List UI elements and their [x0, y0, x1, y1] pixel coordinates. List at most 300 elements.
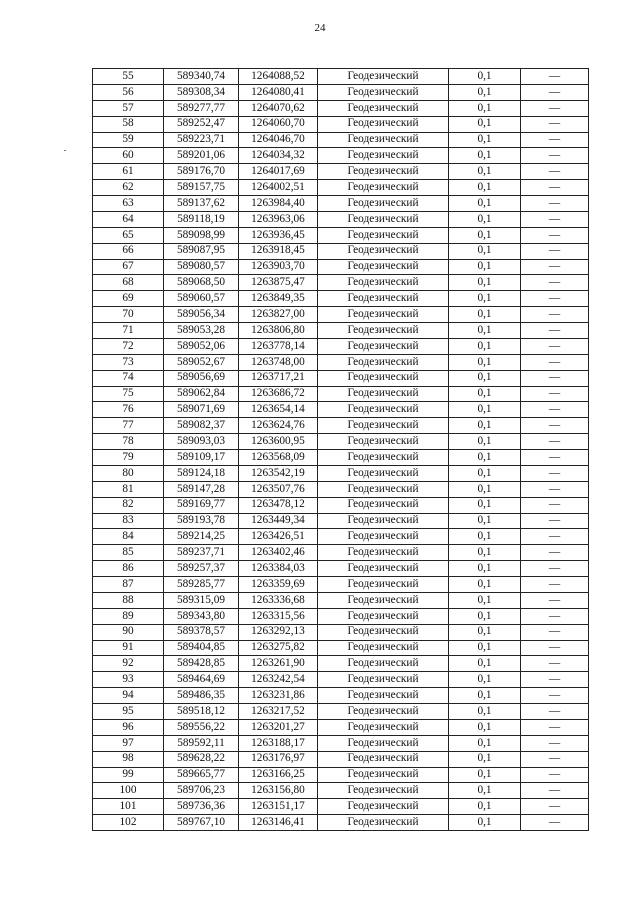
- table-row: [93, 577, 589, 593]
- table-row: [93, 592, 589, 608]
- accuracy-cell: 0,1: [449, 783, 521, 799]
- description-cell: —: [521, 561, 589, 577]
- table-row: [93, 291, 589, 307]
- description-cell: —: [521, 751, 589, 767]
- accuracy-cell: 0,1: [449, 513, 521, 529]
- description-cell: —: [521, 735, 589, 751]
- table-row: [93, 259, 589, 275]
- accuracy-cell: 0,1: [449, 434, 521, 450]
- y-coordinate-cell: 1264017,69: [239, 164, 318, 180]
- y-coordinate-cell: 1263336,68: [239, 592, 318, 608]
- y-coordinate-cell: 1263261,90: [239, 656, 318, 672]
- description-cell: —: [521, 132, 589, 148]
- description-cell: —: [521, 592, 589, 608]
- point-number-cell: 90: [93, 624, 164, 640]
- x-coordinate-cell: 589343,80: [164, 608, 239, 624]
- accuracy-cell: 0,1: [449, 338, 521, 354]
- accuracy-cell: 0,1: [449, 465, 521, 481]
- point-number-cell: 74: [93, 370, 164, 386]
- x-coordinate-cell: 589056,34: [164, 307, 239, 323]
- x-coordinate-cell: 589486,35: [164, 688, 239, 704]
- point-number-cell: 78: [93, 434, 164, 450]
- method-cell: Геодезический: [318, 688, 449, 704]
- y-coordinate-cell: 1263875,47: [239, 275, 318, 291]
- description-cell: —: [521, 529, 589, 545]
- method-cell: Геодезический: [318, 323, 449, 339]
- y-coordinate-cell: 1263600,95: [239, 434, 318, 450]
- y-coordinate-cell: 1264070,62: [239, 100, 318, 116]
- accuracy-cell: 0,1: [449, 481, 521, 497]
- accuracy-cell: 0,1: [449, 545, 521, 561]
- description-cell: —: [521, 545, 589, 561]
- y-coordinate-cell: 1264088,52: [239, 69, 318, 85]
- coordinates-table-body: [93, 69, 589, 831]
- accuracy-cell: 0,1: [449, 418, 521, 434]
- description-cell: —: [521, 815, 589, 831]
- y-coordinate-cell: 1263542,19: [239, 465, 318, 481]
- y-coordinate-cell: 1263402,46: [239, 545, 318, 561]
- description-cell: —: [521, 291, 589, 307]
- y-coordinate-cell: 1263478,12: [239, 497, 318, 513]
- y-coordinate-cell: 1263903,70: [239, 259, 318, 275]
- y-coordinate-cell: 1263963,06: [239, 211, 318, 227]
- table-row: [93, 767, 589, 783]
- y-coordinate-cell: 1264046,70: [239, 132, 318, 148]
- method-cell: Геодезический: [318, 767, 449, 783]
- scan-artifact: [64, 150, 66, 151]
- description-cell: —: [521, 767, 589, 783]
- accuracy-cell: 0,1: [449, 100, 521, 116]
- method-cell: Геодезический: [318, 354, 449, 370]
- description-cell: —: [521, 69, 589, 85]
- y-coordinate-cell: 1263231,86: [239, 688, 318, 704]
- description-cell: —: [521, 465, 589, 481]
- accuracy-cell: 0,1: [449, 227, 521, 243]
- point-number-cell: 67: [93, 259, 164, 275]
- y-coordinate-cell: 1263748,00: [239, 354, 318, 370]
- accuracy-cell: 0,1: [449, 624, 521, 640]
- table-row: [93, 672, 589, 688]
- method-cell: Геодезический: [318, 799, 449, 815]
- method-cell: Геодезический: [318, 450, 449, 466]
- table-row: [93, 338, 589, 354]
- y-coordinate-cell: 1263507,76: [239, 481, 318, 497]
- description-cell: —: [521, 608, 589, 624]
- page-number: 24: [314, 22, 326, 34]
- y-coordinate-cell: 1263849,35: [239, 291, 318, 307]
- y-coordinate-cell: 1263151,17: [239, 799, 318, 815]
- method-cell: Геодезический: [318, 497, 449, 513]
- x-coordinate-cell: 589706,23: [164, 783, 239, 799]
- method-cell: Геодезический: [318, 434, 449, 450]
- point-number-cell: 77: [93, 418, 164, 434]
- table-row: [93, 227, 589, 243]
- description-cell: —: [521, 354, 589, 370]
- x-coordinate-cell: 589118,19: [164, 211, 239, 227]
- method-cell: Геодезический: [318, 561, 449, 577]
- point-number-cell: 83: [93, 513, 164, 529]
- y-coordinate-cell: 1263984,40: [239, 196, 318, 212]
- y-coordinate-cell: 1264002,51: [239, 180, 318, 196]
- description-cell: —: [521, 799, 589, 815]
- accuracy-cell: 0,1: [449, 307, 521, 323]
- accuracy-cell: 0,1: [449, 767, 521, 783]
- point-number-cell: 55: [93, 69, 164, 85]
- x-coordinate-cell: 589592,11: [164, 735, 239, 751]
- description-cell: —: [521, 688, 589, 704]
- table-row: [93, 370, 589, 386]
- description-cell: —: [521, 100, 589, 116]
- y-coordinate-cell: 1263166,25: [239, 767, 318, 783]
- y-coordinate-cell: 1263654,14: [239, 402, 318, 418]
- accuracy-cell: 0,1: [449, 751, 521, 767]
- x-coordinate-cell: 589062,84: [164, 386, 239, 402]
- accuracy-cell: 0,1: [449, 561, 521, 577]
- description-cell: —: [521, 84, 589, 100]
- point-number-cell: 71: [93, 323, 164, 339]
- method-cell: Геодезический: [318, 656, 449, 672]
- accuracy-cell: 0,1: [449, 211, 521, 227]
- method-cell: Геодезический: [318, 624, 449, 640]
- accuracy-cell: 0,1: [449, 529, 521, 545]
- point-number-cell: 94: [93, 688, 164, 704]
- accuracy-cell: 0,1: [449, 164, 521, 180]
- accuracy-cell: 0,1: [449, 84, 521, 100]
- table-row: [93, 497, 589, 513]
- y-coordinate-cell: 1264034,32: [239, 148, 318, 164]
- x-coordinate-cell: 589277,77: [164, 100, 239, 116]
- description-cell: —: [521, 704, 589, 720]
- table-row: [93, 608, 589, 624]
- point-number-cell: 92: [93, 656, 164, 672]
- description-cell: —: [521, 783, 589, 799]
- description-cell: —: [521, 402, 589, 418]
- accuracy-cell: 0,1: [449, 577, 521, 593]
- table-row: [93, 211, 589, 227]
- x-coordinate-cell: 589518,12: [164, 704, 239, 720]
- description-cell: —: [521, 370, 589, 386]
- method-cell: Геодезический: [318, 180, 449, 196]
- table-row: [93, 513, 589, 529]
- x-coordinate-cell: 589137,62: [164, 196, 239, 212]
- x-coordinate-cell: 589464,69: [164, 672, 239, 688]
- accuracy-cell: 0,1: [449, 815, 521, 831]
- method-cell: Геодезический: [318, 196, 449, 212]
- method-cell: Геодезический: [318, 307, 449, 323]
- method-cell: Геодезический: [318, 577, 449, 593]
- method-cell: Геодезический: [318, 481, 449, 497]
- y-coordinate-cell: 1263242,54: [239, 672, 318, 688]
- y-coordinate-cell: 1263359,69: [239, 577, 318, 593]
- point-number-cell: 89: [93, 608, 164, 624]
- method-cell: Геодезический: [318, 275, 449, 291]
- method-cell: Геодезический: [318, 148, 449, 164]
- table-row: [93, 323, 589, 339]
- description-cell: —: [521, 719, 589, 735]
- point-number-cell: 88: [93, 592, 164, 608]
- point-number-cell: 57: [93, 100, 164, 116]
- accuracy-cell: 0,1: [449, 450, 521, 466]
- x-coordinate-cell: 589404,85: [164, 640, 239, 656]
- table-row: [93, 719, 589, 735]
- x-coordinate-cell: 589157,75: [164, 180, 239, 196]
- method-cell: Геодезический: [318, 529, 449, 545]
- y-coordinate-cell: 1263275,82: [239, 640, 318, 656]
- table-row: [93, 735, 589, 751]
- point-number-cell: 62: [93, 180, 164, 196]
- y-coordinate-cell: 1264080,41: [239, 84, 318, 100]
- description-cell: —: [521, 243, 589, 259]
- accuracy-cell: 0,1: [449, 688, 521, 704]
- table-row: [93, 196, 589, 212]
- y-coordinate-cell: 1263146,41: [239, 815, 318, 831]
- method-cell: Геодезический: [318, 672, 449, 688]
- accuracy-cell: 0,1: [449, 196, 521, 212]
- point-number-cell: 66: [93, 243, 164, 259]
- accuracy-cell: 0,1: [449, 402, 521, 418]
- x-coordinate-cell: 589736,36: [164, 799, 239, 815]
- method-cell: Геодезический: [318, 370, 449, 386]
- x-coordinate-cell: 589052,06: [164, 338, 239, 354]
- method-cell: Геодезический: [318, 84, 449, 100]
- method-cell: Геодезический: [318, 545, 449, 561]
- point-number-cell: 86: [93, 561, 164, 577]
- x-coordinate-cell: 589767,10: [164, 815, 239, 831]
- x-coordinate-cell: 589093,03: [164, 434, 239, 450]
- method-cell: Геодезический: [318, 259, 449, 275]
- accuracy-cell: 0,1: [449, 719, 521, 735]
- accuracy-cell: 0,1: [449, 704, 521, 720]
- method-cell: Геодезический: [318, 719, 449, 735]
- method-cell: Геодезический: [318, 592, 449, 608]
- y-coordinate-cell: 1263156,80: [239, 783, 318, 799]
- point-number-cell: 81: [93, 481, 164, 497]
- x-coordinate-cell: 589068,50: [164, 275, 239, 291]
- y-coordinate-cell: 1263918,45: [239, 243, 318, 259]
- table-row: [93, 481, 589, 497]
- point-number-cell: 97: [93, 735, 164, 751]
- method-cell: Геодезический: [318, 386, 449, 402]
- y-coordinate-cell: 1263827,00: [239, 307, 318, 323]
- description-cell: —: [521, 275, 589, 291]
- x-coordinate-cell: 589308,34: [164, 84, 239, 100]
- y-coordinate-cell: 1263624,76: [239, 418, 318, 434]
- description-cell: —: [521, 656, 589, 672]
- y-coordinate-cell: 1263384,03: [239, 561, 318, 577]
- description-cell: —: [521, 227, 589, 243]
- y-coordinate-cell: 1263315,56: [239, 608, 318, 624]
- method-cell: Геодезический: [318, 735, 449, 751]
- accuracy-cell: 0,1: [449, 275, 521, 291]
- description-cell: —: [521, 418, 589, 434]
- x-coordinate-cell: 589257,37: [164, 561, 239, 577]
- y-coordinate-cell: 1263201,27: [239, 719, 318, 735]
- table-row: [93, 132, 589, 148]
- method-cell: Геодезический: [318, 243, 449, 259]
- point-number-cell: 60: [93, 148, 164, 164]
- y-coordinate-cell: 1263568,09: [239, 450, 318, 466]
- accuracy-cell: 0,1: [449, 116, 521, 132]
- x-coordinate-cell: 589665,77: [164, 767, 239, 783]
- accuracy-cell: 0,1: [449, 354, 521, 370]
- y-coordinate-cell: 1263217,52: [239, 704, 318, 720]
- point-number-cell: 93: [93, 672, 164, 688]
- accuracy-cell: 0,1: [449, 497, 521, 513]
- point-number-cell: 65: [93, 227, 164, 243]
- x-coordinate-cell: 589098,99: [164, 227, 239, 243]
- x-coordinate-cell: 589223,71: [164, 132, 239, 148]
- y-coordinate-cell: 1263806,80: [239, 323, 318, 339]
- accuracy-cell: 0,1: [449, 640, 521, 656]
- table-row: [93, 116, 589, 132]
- description-cell: —: [521, 497, 589, 513]
- x-coordinate-cell: 589237,71: [164, 545, 239, 561]
- x-coordinate-cell: 589378,57: [164, 624, 239, 640]
- description-cell: —: [521, 148, 589, 164]
- point-number-cell: 91: [93, 640, 164, 656]
- point-number-cell: 98: [93, 751, 164, 767]
- description-cell: —: [521, 386, 589, 402]
- method-cell: Геодезический: [318, 338, 449, 354]
- accuracy-cell: 0,1: [449, 735, 521, 751]
- point-number-cell: 64: [93, 211, 164, 227]
- point-number-cell: 79: [93, 450, 164, 466]
- x-coordinate-cell: 589056,69: [164, 370, 239, 386]
- point-number-cell: 100: [93, 783, 164, 799]
- point-number-cell: 101: [93, 799, 164, 815]
- accuracy-cell: 0,1: [449, 608, 521, 624]
- table-row: [93, 275, 589, 291]
- point-number-cell: 95: [93, 704, 164, 720]
- x-coordinate-cell: 589124,18: [164, 465, 239, 481]
- x-coordinate-cell: 589147,28: [164, 481, 239, 497]
- method-cell: Геодезический: [318, 783, 449, 799]
- table-row: [93, 545, 589, 561]
- x-coordinate-cell: 589252,47: [164, 116, 239, 132]
- method-cell: Геодезический: [318, 100, 449, 116]
- table-row: [93, 465, 589, 481]
- x-coordinate-cell: 589080,57: [164, 259, 239, 275]
- method-cell: Геодезический: [318, 513, 449, 529]
- point-number-cell: 82: [93, 497, 164, 513]
- description-cell: —: [521, 116, 589, 132]
- accuracy-cell: 0,1: [449, 799, 521, 815]
- accuracy-cell: 0,1: [449, 69, 521, 85]
- x-coordinate-cell: 589428,85: [164, 656, 239, 672]
- method-cell: Геодезический: [318, 69, 449, 85]
- x-coordinate-cell: 589052,67: [164, 354, 239, 370]
- x-coordinate-cell: 589087,95: [164, 243, 239, 259]
- description-cell: —: [521, 672, 589, 688]
- method-cell: Геодезический: [318, 116, 449, 132]
- accuracy-cell: 0,1: [449, 592, 521, 608]
- x-coordinate-cell: 589082,37: [164, 418, 239, 434]
- point-number-cell: 61: [93, 164, 164, 180]
- x-coordinate-cell: 589628,22: [164, 751, 239, 767]
- table-row: [93, 751, 589, 767]
- table-row: [93, 529, 589, 545]
- method-cell: Геодезический: [318, 751, 449, 767]
- accuracy-cell: 0,1: [449, 291, 521, 307]
- x-coordinate-cell: 589193,78: [164, 513, 239, 529]
- x-coordinate-cell: 589556,22: [164, 719, 239, 735]
- method-cell: Геодезический: [318, 227, 449, 243]
- accuracy-cell: 0,1: [449, 323, 521, 339]
- point-number-cell: 84: [93, 529, 164, 545]
- point-number-cell: 68: [93, 275, 164, 291]
- description-cell: —: [521, 640, 589, 656]
- point-number-cell: 87: [93, 577, 164, 593]
- method-cell: Геодезический: [318, 418, 449, 434]
- accuracy-cell: 0,1: [449, 656, 521, 672]
- x-coordinate-cell: 589285,77: [164, 577, 239, 593]
- table-row: [93, 434, 589, 450]
- method-cell: Геодезический: [318, 608, 449, 624]
- y-coordinate-cell: 1263686,72: [239, 386, 318, 402]
- y-coordinate-cell: 1264060,70: [239, 116, 318, 132]
- table-row: [93, 624, 589, 640]
- y-coordinate-cell: 1263778,14: [239, 338, 318, 354]
- y-coordinate-cell: 1263449,34: [239, 513, 318, 529]
- description-cell: —: [521, 307, 589, 323]
- accuracy-cell: 0,1: [449, 386, 521, 402]
- accuracy-cell: 0,1: [449, 148, 521, 164]
- point-number-cell: 80: [93, 465, 164, 481]
- table-row: [93, 307, 589, 323]
- table-row: [93, 418, 589, 434]
- table-row: [93, 783, 589, 799]
- description-cell: —: [521, 164, 589, 180]
- x-coordinate-cell: 589071,69: [164, 402, 239, 418]
- x-coordinate-cell: 589053,28: [164, 323, 239, 339]
- point-number-cell: 59: [93, 132, 164, 148]
- table-row: [93, 704, 589, 720]
- method-cell: Геодезический: [318, 465, 449, 481]
- method-cell: Геодезический: [318, 164, 449, 180]
- table-row: [93, 180, 589, 196]
- point-number-cell: 73: [93, 354, 164, 370]
- table-row: [93, 84, 589, 100]
- coordinates-table: [92, 68, 589, 831]
- point-number-cell: 96: [93, 719, 164, 735]
- accuracy-cell: 0,1: [449, 259, 521, 275]
- method-cell: Геодезический: [318, 211, 449, 227]
- point-number-cell: 58: [93, 116, 164, 132]
- x-coordinate-cell: 589315,09: [164, 592, 239, 608]
- table-row: [93, 243, 589, 259]
- y-coordinate-cell: 1263188,17: [239, 735, 318, 751]
- table-row: [93, 799, 589, 815]
- accuracy-cell: 0,1: [449, 672, 521, 688]
- point-number-cell: 56: [93, 84, 164, 100]
- accuracy-cell: 0,1: [449, 370, 521, 386]
- table-row: [93, 100, 589, 116]
- description-cell: —: [521, 450, 589, 466]
- table-row: [93, 402, 589, 418]
- table-row: [93, 640, 589, 656]
- accuracy-cell: 0,1: [449, 132, 521, 148]
- method-cell: Геодезический: [318, 402, 449, 418]
- point-number-cell: 102: [93, 815, 164, 831]
- table-row: [93, 450, 589, 466]
- method-cell: Геодезический: [318, 815, 449, 831]
- description-cell: —: [521, 259, 589, 275]
- method-cell: Геодезический: [318, 291, 449, 307]
- description-cell: —: [521, 577, 589, 593]
- description-cell: —: [521, 624, 589, 640]
- description-cell: —: [521, 196, 589, 212]
- description-cell: —: [521, 338, 589, 354]
